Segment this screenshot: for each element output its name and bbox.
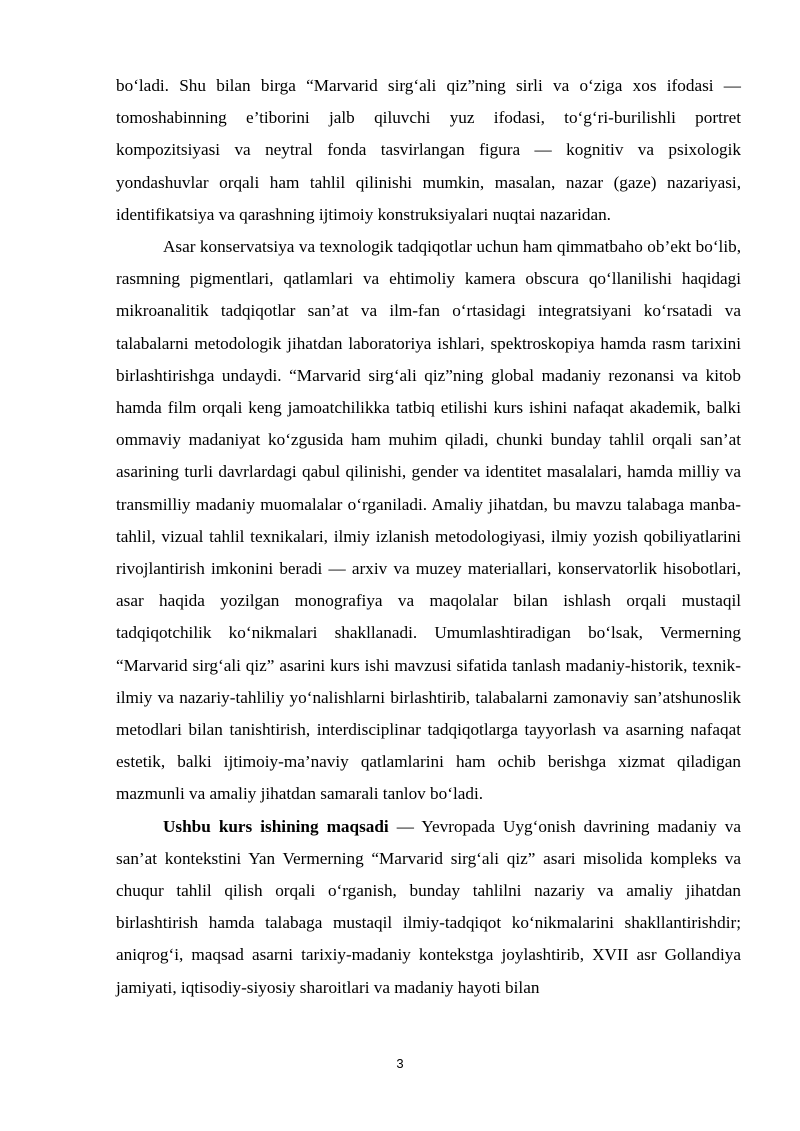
course-goal-heading: Ushbu kurs ishining maqsadi (163, 816, 389, 836)
body-paragraph-1: bo‘ladi. Shu bilan birga “Marvarid sirg‘ali qiz”ning sirli va o‘ziga xos ifodasi — tomoshabinning e’tiborini jalb qiluvchi yuz ifodasi, to‘g‘ri-burilishli portret kompozitsiyasi va neytral fonda tasvirlangan figura — kognitiv va psixologik yondashuvlar orqali ham tahlil qilinishi mumkin, masalan, nazar (gaze) nazariyasi, identifikatsiya va qarashning ijtimoiy konstruksiyalari nuqtai nazaridan. (116, 76, 741, 224)
body-paragraph-2: Asar konservatsiya va texnologik tadqiqotlar uchun ham qimmatbaho ob’ekt bo‘lib, rasmning pigmentlari, qatlamlari va ehtimoliy kamera obscura qo‘llanilishi haqidagi mikroanalitik tadqiqotlar san’at va ilm-fan o‘rtasidagi integratsiyani ko‘rsatadi va talabalarni metodologik jihatdan laboratoriya ishlari, spektroskopiya hamda rasm tarixini birlashtirishga undaydi. “Marvarid sirg‘ali qiz”ning global madaniy rezonansi va kitob hamda film orqali keng jamoatchilikka tatbiq etilishi kurs ishini nafaqat akademik, balki ommaviy madaniyat ko‘zgusida ham muhim qiladi, chunki bunday tahlil orqali san’at asarining turli davrlardagi qabul qilinishi, gender va identitet masalalari, hamda milliy va transmilliy madaniy muomalalar o‘rganiladi. Amaliy jihatdan, bu mavzu talabaga manba-tahlil, vizual tahlil texnikalari, ilmiy izlanish metodologiyasi, ilmiy yozish qobiliyatlarini rivojlantirish imkonini beradi — arxiv va muzey materiallari, konservatorlik hisobotlari, asar haqida yozilgan monografiya va maqolalar bilan ishlash orqali mustaqil tadqiqotchilik ko‘nikmalari shakllanadi. Umumlashtiradigan bo‘lsak, Vermerning “Marvarid sirg‘ali qiz” asarini kurs ishi mavzusi sifatida tanlash madaniy-historik, texnik-ilmiy va nazariy-tahliliy yo‘nalishlarni birlashtirib, talabalarni zamonaviy san’atshunoslik metodlari bilan tanishtirish, interdisciplinar tadqiqotlarga tayyorlash va asarning nafaqat estetik, balki ijtimoiy-ma’naviy qatlamlarini ham ochib berishga xizmat qiladigan mazmunli va amaliy jihatdan samarali tanlov bo‘ladi. (116, 237, 741, 804)
page-number: 3 (396, 1056, 404, 1071)
body-paragraph-3 (116, 811, 741, 1004)
document-page (116, 70, 741, 1004)
course-goal-text: — Yevropada Uyg‘onish davrining madaniy va san’at kontekstini Yan Vermerning “Marvarid sirg‘ali qiz” asari misolida kompleks va chuqur tahlil qilish orqali o‘rganish, bunday tahlilni nazariy va amaliy jihatdan birlashtirish hamda talabaga mustaqil ilmiy-tadqiqot ko‘nikmalarini shakllantirishdir; aniqrog‘i, maqsad asarni tarixiy-madaniy kontekstga joylashtirib, XVII asr Gollandiya jamiyati, iqtisodiy-siyosiy sharoitlari va madaniy hayoti bilan (116, 816, 741, 997)
